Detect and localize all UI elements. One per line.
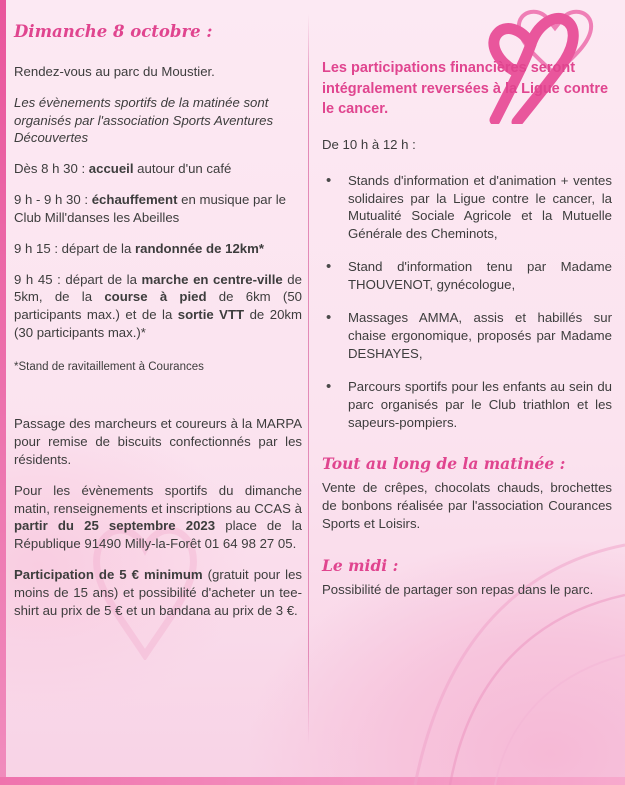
schedule-item-1 <box>14 191 302 227</box>
info-post: place de la République 91490 Milly-la-Forêt 01 64 98 27 05. <box>14 518 302 552</box>
list-item: • Stands d'information et d'animation + ventes solidaires par la Ligue contre le cancer, la Mutualité Sociale Agricole et la Mutuelle Générale des Cheminots, <box>322 172 612 244</box>
schedule-item-0 <box>14 160 302 178</box>
morning-heading: Tout au long de la matinée : <box>322 453 566 473</box>
list-item: • Massages AMMA, assis et habillés sur chaise ergonomique, proposés par Madame DESHAYES, <box>322 309 612 363</box>
noon-text: Possibilité de partager son repas dans le parc. <box>322 582 594 598</box>
races-pre: 9 h 45 : départ de la <box>14 271 142 287</box>
left-column <box>14 22 302 632</box>
schedule-item-2 <box>14 240 302 258</box>
time-range: De 10 h à 12 h : <box>322 136 416 152</box>
schedule-rest-1: en musique par le Club Mill'danses les Abeilles <box>14 192 286 225</box>
left-accent-bar <box>0 0 6 785</box>
schedule-bold-1: échauffement <box>91 192 178 208</box>
races-bold-1: marche en centre-ville <box>141 271 283 287</box>
marpa-paragraph: Passage des marcheurs et coureurs à la MARPA pour remise de biscuits confectionnés par les résidents. <box>14 416 302 467</box>
info-paragraph <box>14 482 302 553</box>
schedule-time-0: Dès 8 h 30 : <box>14 161 89 177</box>
right-column <box>322 58 612 612</box>
schedule-time-2: 9 h 15 : départ de la <box>14 240 135 256</box>
races-bold-2: course à pied <box>104 289 207 305</box>
races-mid-2: de 6km (50 participants max.) et de la <box>14 289 302 323</box>
info-bold: partir du 25 septembre 2023 <box>14 518 216 534</box>
participation-paragraph <box>14 566 302 619</box>
races-bold-3: sortie VTT <box>177 307 245 323</box>
schedule-bold-2: randonnée de 12km* <box>134 240 264 256</box>
noon-heading: Le midi : <box>322 556 399 576</box>
right-intro: Les participations financières seront intégralement reversées à la Ligue contre le cancer. <box>322 60 609 118</box>
column-divider <box>308 14 309 744</box>
participation-bold: Participation de 5 € minimum <box>14 566 203 582</box>
left-intro: Rendez-vous au parc du Moustier. <box>14 64 215 79</box>
morning-text: Vente de crêpes, chocolats chauds, brochettes de bonbons réalisée par l'association Courances Sports et Loisirs. <box>322 479 612 531</box>
schedule-bold-0: accueil <box>88 161 134 177</box>
list-item: • Stand d'information tenu par Madame THOUVENOT, gynécologue, <box>322 258 612 294</box>
left-heading: Dimanche 8 octobre : <box>14 22 213 41</box>
races-end: de 20km (30 participants max.)* <box>14 307 302 340</box>
left-organizers: Les évènements sportifs de la matinée sont organisés par l'association Sports Aventures Découvertes <box>14 94 274 146</box>
races-mid-1: de 5km, de la <box>14 271 302 305</box>
footnote: *Stand de ravitaillement à Courances <box>14 360 204 373</box>
schedule-rest-0: autour d'un café <box>133 161 232 177</box>
info-pre: Pour les évènements sportifs du dimanche matin, renseignements et inscriptions au CCAS à <box>14 482 302 516</box>
bottom-accent-bar <box>0 777 625 785</box>
races-paragraph <box>14 271 302 342</box>
participation-rest: (gratuit pour les moins de 15 ans) et possibilité d'acheter un tee-shirt au prix de 5 € et un bandana au prix de 3 €. <box>14 566 302 618</box>
schedule-time-1: 9 h - 9 h 30 : <box>14 192 92 208</box>
list-item: • Parcours sportifs pour les enfants au sein du parc organisés par le Club triathlon et les sapeurs-pompiers. <box>322 378 612 432</box>
activities-list <box>322 172 612 432</box>
